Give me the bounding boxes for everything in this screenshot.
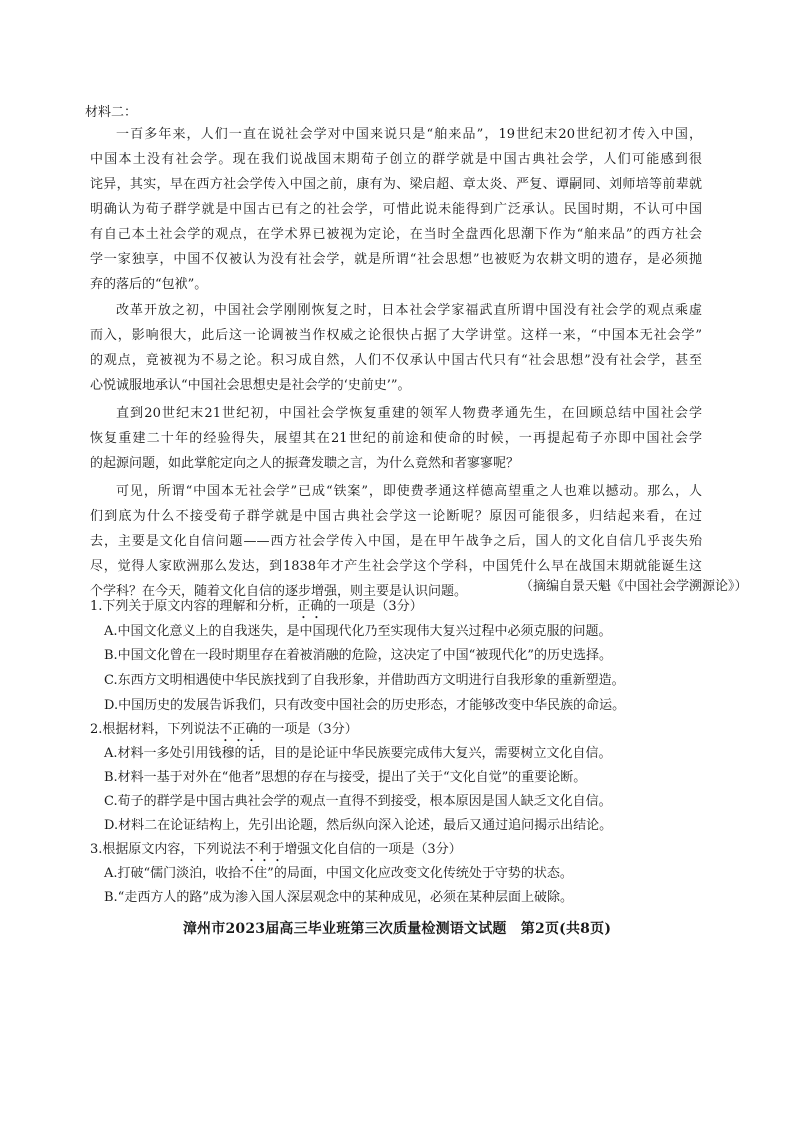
answer-option: A.打破“儒门淡泊，收拾不住”的局面，中国文化应改变文化传统处于守势的状态。	[104, 866, 573, 881]
passage-line: 中国本土没有社会学。现在我们说战国末期荀子创立的群学就是中国古典社会学，人们可能感到很	[90, 152, 702, 167]
passage-line: 弃的落后的“包袱”。	[90, 277, 208, 292]
passage-line: 而入，影响很大，此后这一论调被当作权威之论很快占据了大学讲堂。这样一来，“中国本无社会学”	[90, 328, 702, 343]
passage-line: 一百多年来，人们一直在说社会学对中国来说只是“舶来品”，19世纪末20世纪初才传入中国，	[116, 127, 702, 142]
answer-option: C.荀子的群学是中国古典社会学的观点一直得不到接受，根本原因是国人缺乏文化自信。	[104, 794, 612, 809]
passage-line: 可见，所谓“中国本无社会学”已成“铁案”，即使费孝通这样德高望重之人也难以撼动。那么，人	[116, 484, 702, 499]
question-stem	[90, 721, 702, 745]
stem-emphasis: 正确	[297, 599, 324, 614]
passage-line: 直到20世纪末21世纪初，中国社会学恢复重建的领军人物费孝通先生，在回顾总结中国社会学	[116, 406, 702, 421]
passage-line: 改革开放之初，中国社会学刚刚恢复之时，日本社会学家福武直所谓中国没有社会学的观点乘虚	[116, 303, 702, 318]
question-stem	[90, 841, 702, 865]
passage-line: 的起源问题，如此掌舵定向之人的振聋发聩之言，为什么竟然和者寥寥呢？	[90, 456, 520, 471]
passage-line: 个学科？在今天，随着文化自信的逐步增强，则主要是认识问题。	[90, 584, 468, 599]
answer-option: B.材料一基于对外在“他者”思想的存在与接受，提出了关于“文化自觉”的重要论断。	[104, 770, 587, 785]
answer-option: B.中国文化曾在一段时期里存在着被消融的危险，这决定了中国“被现代化”的历史选择。	[104, 648, 612, 663]
stem-text: 2.根据材料，下列说法	[90, 722, 220, 737]
stem-text: 增强文化自信的一项是（3分）	[284, 842, 462, 857]
passage-line: 恢复重建二十年的经验得失，展望其在21世纪的前途和使命的时候，一再提起荀子亦即中国社会学	[90, 431, 702, 446]
passage-line: 有自己本土社会学的观点，在学术界已被视为定论，在当时全盘西化思潮下作为“舶来品”的西方社会	[90, 227, 702, 242]
stem-emphasis: 不正确	[219, 722, 259, 737]
material-heading: 材料二：	[85, 105, 138, 120]
stem-text: 1.下列关于原文内容的理解和分析，	[90, 599, 298, 614]
answer-option: C.东西方文明相遇使中华民族找到了自我形象，并借助西方文明进行自我形象的重新塑造。	[104, 673, 625, 688]
answer-option: D.材料二在论证结构上，先引出论题，然后纵向深入论述，最后又通过追问揭示出结论。	[104, 818, 613, 833]
stem-emphasis: 不利于	[245, 842, 285, 857]
answer-option: D.中国历史的发展告诉我们，只有改变中国社会的历史形态，才能够改变中华民族的命运。	[104, 698, 626, 713]
source-citation: （摘编自景天魁《中国社会学溯源论》）	[520, 579, 748, 594]
passage-line: 去，主要是文化自信问题——西方社会学传入中国，是在甲午战争之后，国人的文化自信几乎丧失殆	[90, 534, 702, 549]
stem-text: 的一项是（3分）	[323, 599, 423, 614]
stem-text: 的一项是（3分）	[258, 722, 358, 737]
passage-line: 们到底为什么不接受荀子群学就是中国古典社会学这一论断呢？原因可能很多，归结起来看，在过	[90, 509, 702, 524]
passage-line: 诧异，其实，早在西方社会学传入中国之前，康有为、梁启超、章太炎、严复、谭嗣同、刘师培等前辈就	[90, 177, 702, 192]
question-stem	[90, 598, 702, 622]
passage-line: 尽，觉得人家欧洲那么发达，到1838年才产生社会学这个学科，中国凭什么早在战国末期就能诞生这	[90, 559, 702, 574]
passage-line: 心悦诚服地承认“中国社会思想史是社会学的‘史前史’”。	[90, 378, 411, 393]
stem-text: 3.根据原文内容，下列说法	[90, 842, 246, 857]
passage-line: 的观点，竟被视为不易之论。积习成自然，人们不仅承认中国古代只有“社会思想”没有社会学，甚至	[90, 353, 702, 368]
passage-line: 明确认为荀子群学就是中国古已有之的社会学，可惜此说未能得到广泛承认。民国时期，不认可中国	[90, 202, 702, 217]
answer-option: A.材料一多处引用钱穆的话，目的是论证中华民族要完成伟大复兴，需要树立文化自信。	[104, 746, 612, 761]
answer-option: B.“走西方人的路”成为渗入国人深层观念中的某种成见，必须在某种层面上破除。	[104, 890, 573, 905]
passage-line: 学一家独享，中国不仅被认为没有社会学，就是所谓“社会思想”也被贬为农耕文明的遗存，是必须抛	[90, 252, 702, 267]
answer-option: A.中国文化意义上的自我迷失，是中国现代化乃至实现伟大复兴过程中必须克服的问题。	[104, 624, 612, 639]
page-footer: 漳州市2023届高三毕业班第三次质量检测语文试题 第2页(共8页)	[182, 921, 612, 937]
